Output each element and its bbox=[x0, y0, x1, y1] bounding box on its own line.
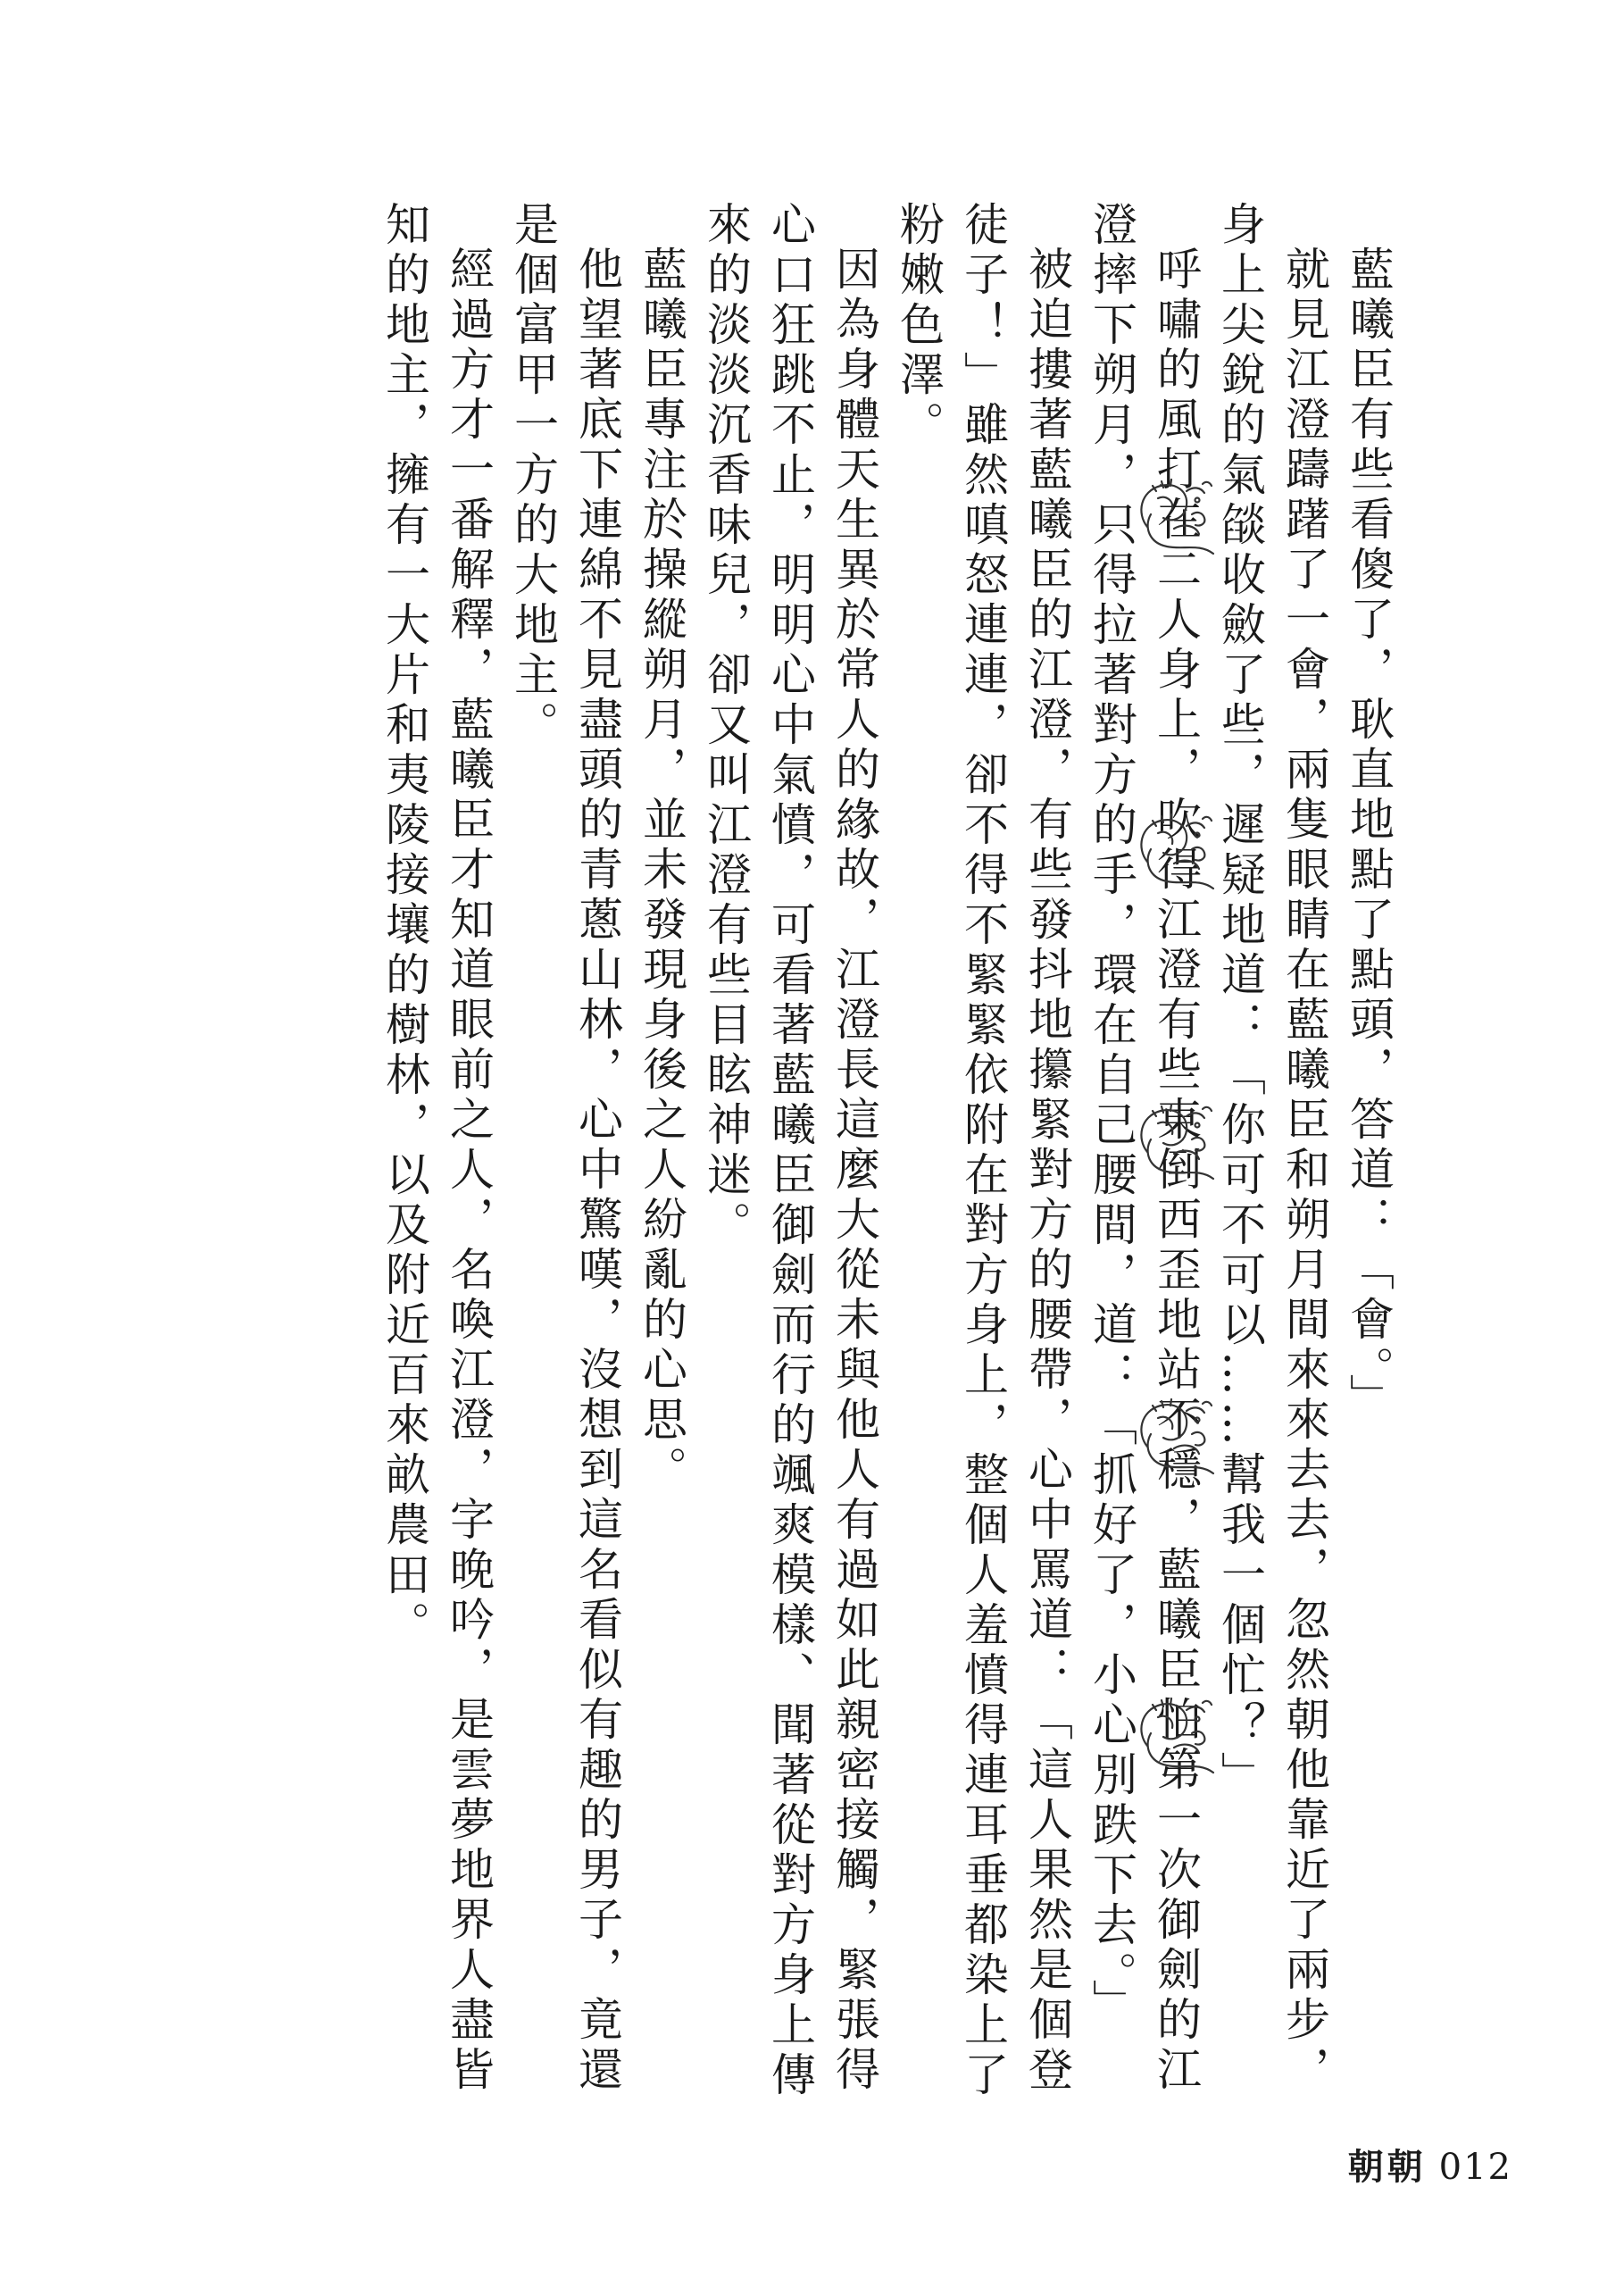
paragraph: 藍曦臣有些看傻了，耿直地點了點頭，答道：「會。」 bbox=[1343, 246, 1395, 1423]
page-footer bbox=[1348, 2139, 1512, 2190]
dragon-ornament-icon bbox=[1120, 464, 1228, 572]
paragraph: 他望著底下連綿不見盡頭的青蔥山林，心中驚嘆，沒想到這名看似有趣的男子，竟還是個富甲一方的大地主。 bbox=[507, 201, 623, 2096]
running-title: 朝朝 bbox=[1347, 2146, 1427, 2188]
paragraph: 經過方才一番解釋，藍曦臣才知道眼前之人，名喚江澄，字晚吟，是雲夢地界人盡皆知的地主，擁有一大片和夷陵接壤的樹林，以及附近百來畝農田。 bbox=[379, 201, 495, 2096]
paragraph: 就見江澄躊躇了一會，兩隻眼睛在藍曦臣和朔月間來來去去，忽然朝他靠近了兩步，身上尖銳的氣燄收斂了些，遲疑地道：「你可不可以……幫我一個忙？」 bbox=[1214, 201, 1330, 2096]
dragon-ornament-icon bbox=[1120, 1384, 1228, 1491]
dragon-ornament-icon bbox=[1120, 1089, 1228, 1197]
dragon-ornament-icon bbox=[1120, 799, 1228, 906]
page-number: 012 bbox=[1438, 2147, 1512, 2188]
dragon-ornament-icon bbox=[1120, 1683, 1228, 1790]
paragraph: 因為身體天生異於常人的緣故，江澄長這麼大從未與他人有過如此親密接觸，緊張得心口狂跳不止，明明心中氣憤，可看著藍曦臣御劍而行的颯爽模樣、聞著從對方身上傳來的淡淡沉香味兒，卻又叫江澄有些目眩神迷。 bbox=[700, 201, 880, 2101]
section-break-ornaments bbox=[1120, 464, 1245, 1840]
paragraph: 藍曦臣專注於操縱朔月，並未發現身後之人紛亂的心思。 bbox=[636, 246, 687, 1496]
paragraph: 呼嘯的風打在二人身上，吹得江澄有些東倒西歪地站不穩，藍曦臣怕第一次御劍的江澄摔下朔月，只得拉著對方的手，環在自己腰間，道：「抓好了，小心別跌下去。」 bbox=[1086, 201, 1202, 2096]
paragraph: 被迫摟著藍曦臣的江澄，有些發抖地攥緊對方的腰帶，心中罵道：「這人果然是個登徒子！」雖然嗔怒連連，卻不得不緊緊依附在對方身上，整個人羞憤得連耳垂都染上了粉嫩色澤。 bbox=[893, 201, 1073, 2101]
